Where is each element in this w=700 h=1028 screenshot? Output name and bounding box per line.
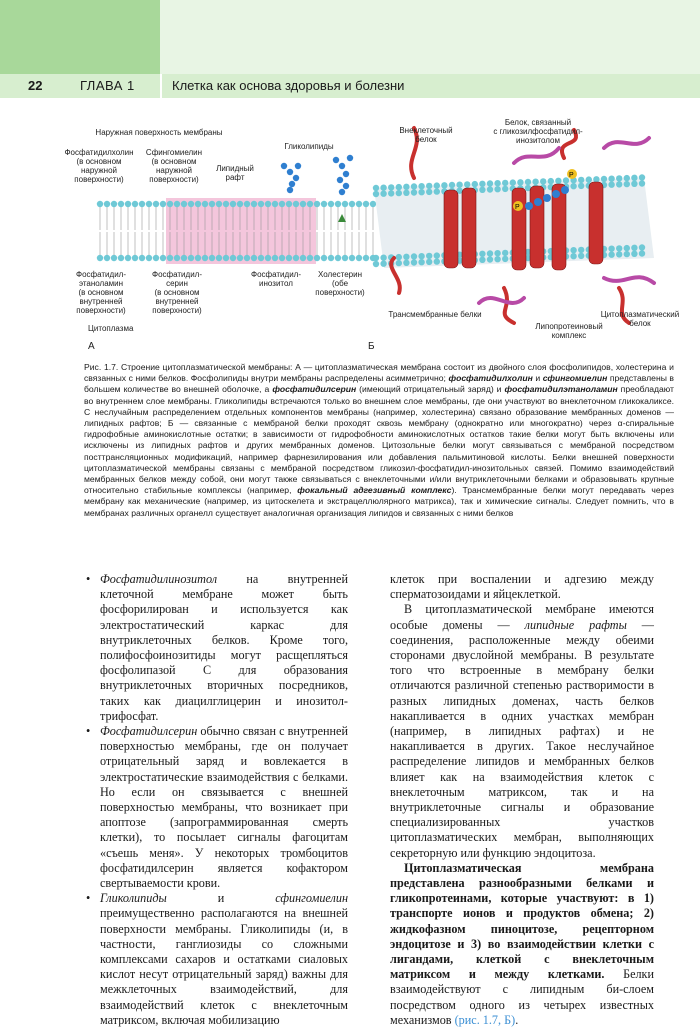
caption-term-ps: фосфатидилсерин [272, 384, 357, 395]
membrane-figure [64, 118, 680, 358]
proteins-text: Белки взаимодействуют с липидным би-слоем посредством одного из четырех известных механизмов [390, 967, 654, 1027]
caption-term-sm: сфингомиелин [542, 373, 608, 384]
svg-text:P: P [569, 172, 574, 179]
phosphatidylethanolamine-label: Фосфатидил- этаноламин (в основном внутренней поверхности) [76, 270, 126, 315]
phosphatidylcholine-label: Фосфатидилхолин (в основном наружной поверхности) [64, 148, 134, 184]
bullet-glycolipids [84, 891, 348, 1028]
term-lipid-rafts: липидные рафты [524, 617, 627, 632]
bullet-phosphatidylserine [84, 724, 348, 891]
caption-text-1: Строение цитоплазматической мембраны: А — цитоплазматическая мембрана состоит из двойного слоя фосфолипидов, холестерина и связанных с ними белков. Фосфолипиды внутри мембраны распределены асимметрично; [84, 362, 674, 384]
caption-text-6: ). Трансмембранные белки могут передавать через мембрану как механические (например, из цитоскелета и экстрацеллюлярного матрикса), так и химические сигналы. Следует помнить, что в мембранах различных органелл существует аналогичная организация липидов и связанных с ними белков [84, 485, 674, 518]
lipid-raft-label: Липидный рафт [216, 164, 254, 182]
panel-a-letter: А [88, 341, 95, 352]
caption-text-2: и [532, 373, 543, 384]
body-left-column [84, 572, 348, 1028]
phosphatidylserine-label: Фосфатидил- серин (в основном внутренней поверхности) [152, 270, 202, 315]
figure-caption [84, 362, 674, 519]
bullet-2-text: обычно связан с внутренней поверхностью мембраны, где он получает отрицательный заряд и вовлекается в электростатические взаимодействия с белками. Но если он связывается с внешней поверхностью мембраны, что возникает при апоптозе (запрограммированная смерть клетки), то посылает сигналы фагоцитам «съешь меня». У некоторых тромбоцитов фосфатидилсерин является кофактором свертываемости крови. [100, 724, 348, 891]
bullet-phosphatidylinositol [84, 572, 348, 724]
glycolipids-label: Гликолипиды [284, 142, 334, 151]
cytosolic-protein-label: Цитоплазматический белок [600, 310, 680, 328]
body-right-column [390, 572, 654, 1028]
rafts-text-a: В цитоплазматической мембране имеются особые домены — [390, 602, 654, 632]
caption-text-4: (имеющий отрицательный заряд) и [356, 384, 505, 395]
caption-term-pc: фосфатидилхолин [448, 373, 533, 384]
glycolipid-tree [281, 155, 353, 195]
phosphatidylinositol-label: Фосфатидил- инозитол [251, 270, 301, 288]
paragraph-lipid-rafts [390, 602, 654, 860]
bullet-3-text: преимущественно располагаются на внешней поверхности мембраны. Гликолипиды (и, в частности, ганглиозиды со сложными комплексами сахаров и остатками сиаловых кислот несут отрицательный заряд) важны для межклеточных взаимодействий, для взаимодействий клеток с внеклеточным матриксом, включая мобилизацию [100, 906, 348, 1027]
rafts-text-b: — соединения, расположенные между обеими сторонами двуслойной мембраны. В результате того что встроенные в мембрану белки отличаются различной степенью растворимости в разных липидных доменах, часть белков накапливается в одних участках мембран (например, в липидных рафтах) и не накапливается в других. Такое неслучайное распределение липидов и мембранных белков влияет как на взаимодействия клеток с внеклеточным матриксом, так и на внутриклеточные сигналы и образование специализированных участков цитоплазматических мембран, выполняющих секреторную или функцию эндоцитоза. [390, 617, 654, 860]
outer-surface-label: Наружная поверхность мембраны [95, 128, 223, 137]
caption-term-pe: фосфатидилэтаноламин [504, 384, 618, 395]
caption-text-3: представлены в большем количестве во внешней оболочке, а [84, 373, 674, 395]
term-phosphatidylinositol: Фосфатидилинозитол [100, 572, 218, 586]
chapter-label: ГЛАВА 1 [80, 78, 135, 93]
chapter-title: Клетка как основа здоровья и болезни [172, 78, 405, 93]
svg-text:P: P [515, 204, 520, 211]
transmembrane-label: Трансмембранные белки [388, 310, 482, 319]
sphingomyelin-label: Сфингомиелин (в основном наружной поверхности) [145, 148, 203, 184]
proteins-bold-statement: Цитоплазматическая мембрана представлена разнообразными белками и гликопротеинами, которые участвуют: в 1) транспорте ионов и продуктов обмена; 2) жидкофазном пиноцитозе, рецепторном эндоцитозе и 3) во взаимодействии клетки с лигандами, клеткой с внеклеточным матриксом и между клетками. [390, 860, 654, 982]
term-sphingomyelin: сфингомиелин [275, 891, 348, 906]
cholesterol-label: Холестерин (обе поверхности) [315, 270, 365, 297]
panel-b-letter: Б [368, 341, 375, 352]
proteins-end: . [515, 1012, 519, 1027]
lipoprotein-complex-label: Липопротеиновый комплекс [535, 322, 603, 340]
caption-lead: Рис. 1.7. [84, 362, 119, 372]
cytoplasm-label: Цитоплазма [88, 324, 134, 333]
lipid-raft-region [166, 198, 316, 264]
paragraph-continuation: клеток при воспалении и адгезию между сперматозоидами и яйцеклеткой. [390, 572, 654, 602]
term-glycolipids: Гликолипиды [100, 891, 167, 906]
caption-term-focal: фокальный адгезивный комплекс [297, 485, 452, 496]
page-number: 22 [28, 78, 43, 93]
extracellular-protein-label: Внеклеточный белок [399, 126, 453, 144]
paragraph-membrane-proteins [390, 861, 654, 1028]
gpi-protein-label: Белок, связанный с гликозилфосфатидил- инозитолом [493, 118, 583, 145]
header-divider [160, 74, 162, 98]
bullet-1-text: на внутренней клеточной мембране может быть фосфорилирован и используется как электростатический каркас для внутриклеточных белков. Кроме того, полифосфоинозитиды могут расщепляться фосфолипазой С для образования внутриклеточных вторичных посредников, таких как диацилглицерин и инозитол-трифосфат. [100, 572, 348, 723]
panel-b-bilayer [373, 128, 654, 323]
figure-reference-link[interactable]: (рис. 1.7, Б) [454, 1012, 516, 1027]
bullet-3-and: и [166, 891, 276, 906]
term-phosphatidylserine: Фосфатидилсерин [100, 724, 198, 739]
caption-text-5: преобладают во внутреннем слое мембраны. Гликолипиды встречаются только во внешнем слое мембраны, где они участвуют во внеклеточном гликокаликсе. С неслучайным распределением отдельных компонентов мембраны (например, холестерина) связано образование мембранных доменов — липидных рафтов; Б — связанные с мембраной белки проходят сквозь мембрану (однократно или многократно) через α-спиральные гидрофобные аминокислотные остатки; в зависимости от гидрофобности аминокислотных остатков такие белки могут быть включены или исключены из липидных рафтов и других мембранных доменов. Цитозольные белки могут связываться с мембраной посредством посттрансляционных модификаций, например фарнезилирования или добавления пальмитиновой кислоты. Белки внешней поверхности цитоплазматической мембраны связаны с мембраной посредством гликозил-фосфатидил-инозитольных связей. Помимо взаимодействий мембранных белков между собой, они могут также связываться с внеклеточными и/или внутриклеточными белками и образовывать крупные относительно стабильные комплексы (например, [84, 384, 674, 496]
